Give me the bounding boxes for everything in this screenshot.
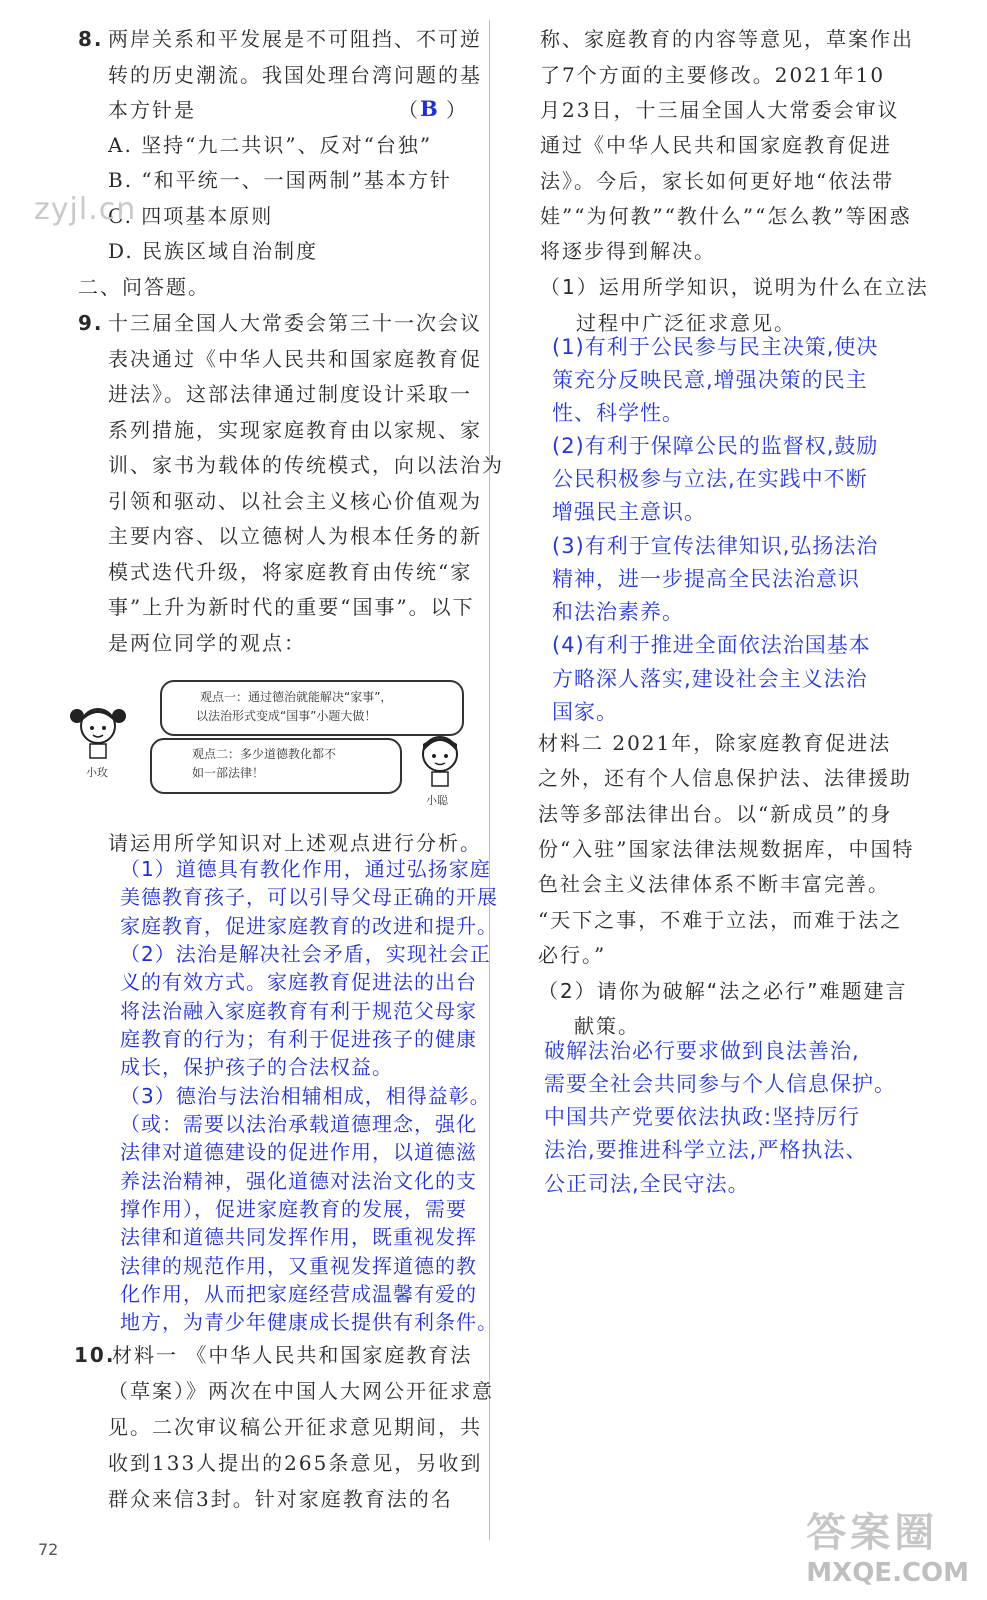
- q10-sub1-answer-line: 方略深人落实,建设社会主义法治: [552, 667, 868, 691]
- q10-sub1-answer-line: 策充分反映民意,增强决策的民主: [552, 368, 868, 392]
- boy-label: 小聪: [426, 794, 448, 807]
- q9-answer-line: 家庭教育，促进家庭教育的改进和提升。: [120, 914, 498, 938]
- q10-material-line: 法》。今后，家长如何更好地“依法带: [540, 169, 895, 193]
- q10-sub1-answer-line: 公民积极参与立法,在实践中不断: [552, 467, 868, 491]
- q10-number: 10.: [74, 1343, 116, 1367]
- q9-prompt: 请运用所学知识对上述观点进行分析。: [108, 831, 482, 855]
- q10-material-line: 称、家庭教育的内容等意见，草案作出: [540, 27, 914, 51]
- q9-stem-line: 系列措施，实现家庭教育由以家规、家: [108, 418, 482, 442]
- q9-answer-line: 义的有效方式。家庭教育促进法的出台: [120, 970, 477, 994]
- q10-material2-line: 之外，还有个人信息保护法、法律援助: [538, 766, 912, 790]
- q9-stem-line: 十三届全国人大常委会第三十一次会议: [108, 311, 482, 335]
- q10-sub2-prompt: （2）请你为破解“法之必行”难题建言: [538, 979, 908, 1003]
- q8-stem-line: 两岸关系和平发展是不可阻挡、不可逆: [108, 27, 482, 51]
- q10-material-line: 收到133人提出的265条意见，另收到: [108, 1451, 483, 1475]
- q10-material-line: 见。二次审议稿公开征求意见期间，共: [108, 1415, 482, 1439]
- q9-stem-line: 是两位同学的观点：: [108, 631, 306, 655]
- q10-sub2-answer-line: 需要全社会共同参与个人信息保护。: [544, 1072, 896, 1096]
- q9-answer-line: 化作用，从而把家庭经营成温馨有爱的: [120, 1282, 477, 1306]
- q10-sub2-prompt: 献策。: [574, 1014, 640, 1038]
- bubble-2-line: 观点二：多少道德教化都不: [192, 747, 337, 761]
- q8-answer-bracket-close: ）: [446, 98, 468, 122]
- q9-stem-line: 主要内容、以立德树人为根本任务的新: [108, 524, 482, 548]
- q8-stem-line: 本方针是: [108, 98, 196, 122]
- q9-answer-line: 养法治精神，强化道德对法治文化的支: [120, 1169, 477, 1193]
- q10-material-line: 通过《中华人民共和国家庭教育促进: [540, 133, 892, 157]
- q10-sub1-answer-line: (2)有利于保障公民的监督权,鼓励: [552, 434, 879, 458]
- q10-sub1-answer-line: 增强民主意识。: [552, 500, 706, 524]
- q10-sub1-prompt: 过程中广泛征求意见。: [576, 311, 796, 335]
- q8-option-b: B. “和平统一、一国两制”基本方针: [108, 168, 452, 192]
- watermark-logo: [806, 1501, 969, 1588]
- q10-material2-line: 必行。”: [538, 943, 607, 967]
- q9-answer-line: 成长，保护孩子的合法权益。: [120, 1055, 393, 1079]
- q10-sub1-answer-line: (3)有利于宣传法律知识,弘扬法治: [552, 534, 879, 558]
- q10-sub1-answer-line: (4)有利于推进全面依法治国基本: [552, 633, 871, 657]
- q9-answer-line: 撑作用），促进家庭教育的发展，需要: [120, 1197, 467, 1221]
- q9-answer-line: 庭教育的行为；有利于促进孩子的健康: [120, 1027, 477, 1051]
- q9-number: 9.: [78, 311, 104, 335]
- q9-stem-line: 进法》。这部法律通过制度设计采取一: [108, 382, 472, 406]
- q10-material2-line: 法等多部法律出台。以“新成员”的身: [538, 802, 893, 826]
- q10-sub1-prompt: （1）运用所学知识，说明为什么在立法: [540, 275, 929, 299]
- q8-option-a: A. 坚持“九二共识”、反对“台独”: [108, 133, 433, 157]
- q10-material-line: 月23日，十三届全国人大常委会审议: [540, 98, 900, 122]
- q9-answer-line: 法律的规范作用，又重视发挥道德的教: [120, 1254, 477, 1278]
- bubble-1-line: 以法治形式变成“国事”小题大做！: [196, 709, 377, 723]
- q10-sub1-answer-line: (1)有利于公民参与民主决策,使决: [552, 335, 879, 359]
- q10-sub1-answer-line: 性、科学性。: [552, 401, 684, 425]
- q9-answer-line: （2）法治是解决社会矛盾，实现社会正: [120, 942, 491, 966]
- q9-stem-line: 训、家书为载体的传统模式，向以法治为: [108, 453, 504, 477]
- q10-sub2-answer-line: 公正司法,全民守法。: [544, 1172, 750, 1196]
- q8-option-d: D. 民族区域自治制度: [108, 239, 319, 263]
- q8-answer: B: [420, 96, 440, 121]
- q8-option-c: C. 四项基本原则: [108, 204, 274, 228]
- girl-label: 小玫: [86, 766, 108, 779]
- watermark-logo-text: 答案圈: [806, 1510, 939, 1556]
- q10-material2-line: 份“入驻”国家法律法规数据库，中国特: [538, 837, 915, 861]
- q10-material2-line: 材料二 2021年，除家庭教育促进法: [538, 731, 892, 755]
- q9-answer-line: （3）德治与法治相辅相成，相得益彰。: [120, 1084, 491, 1108]
- q9-answer-line: （或：需要以法治承载道德理念，强化: [120, 1112, 477, 1136]
- q10-sub2-answer-line: 中国共产党要依法执政:坚持厉行: [544, 1105, 861, 1129]
- q10-sub2-answer-line: 破解法治必行要求做到良法善治,: [544, 1039, 860, 1063]
- q9-answer-line: 将法治融入家庭教育有利于规范父母家: [120, 999, 477, 1023]
- q9-stem-line: 引领和驱动、以社会主义核心价值观为: [108, 489, 482, 513]
- q8-number: 8.: [78, 27, 104, 51]
- bubble-1-line: 观点一：通过德治就能解决“家事”，: [200, 690, 393, 704]
- q9-answer-line: 地方，为青少年健康成长提供有利条件。: [120, 1310, 498, 1334]
- q9-answer-line: 法律对道德建设的促进作用，以道德滋: [120, 1140, 477, 1164]
- section-heading: 二、问答题。: [78, 275, 210, 299]
- q10-sub1-answer-line: 国家。: [552, 700, 618, 724]
- page-number: 72: [38, 1540, 59, 1559]
- bubble-2-line: 如一部法律！: [192, 766, 265, 780]
- q8-stem-line: 转的历史潮流。我国处理台湾问题的基: [108, 63, 482, 87]
- q9-stem-line: 模式迭代升级，将家庭教育由传统“家: [108, 560, 473, 584]
- q10-material-line: （草案）》两次在中国人大网公开征求意: [108, 1379, 494, 1403]
- q10-material-line: 材料一 《中华人民共和国家庭教育法: [112, 1343, 473, 1367]
- q9-stem-line: 表决通过《中华人民共和国家庭教育促: [108, 347, 482, 371]
- q10-sub2-answer-line: 法治,要推进科学立法,严格执法、: [544, 1138, 868, 1162]
- q9-answer-line: 美德教育孩子，可以引导父母正确的开展: [120, 885, 498, 909]
- q8-answer-bracket-open: （: [398, 98, 420, 122]
- watermark-site: zyjl.cn: [34, 192, 137, 227]
- q10-material2-line: 色社会主义法律体系不断丰富完善。: [538, 872, 890, 896]
- q10-sub1-answer-line: 和法治素养。: [552, 600, 684, 624]
- q9-answer-line: （1）道德具有教化作用，通过弘扬家庭: [120, 857, 491, 881]
- q10-material-line: 群众来信3封。针对家庭教育法的名: [108, 1487, 453, 1511]
- q10-material-line: 了7个方面的主要修改。2021年10: [540, 63, 886, 87]
- q9-stem-line: 事”上升为新时代的重要“国事”。以下: [108, 595, 475, 619]
- q10-material2-line: “天下之事，不难于立法，而难于法之: [538, 908, 903, 932]
- q9-answer-line: 法律和道德共同发挥作用，既重视发挥: [120, 1225, 477, 1249]
- q10-sub1-answer-line: 精神，进一步提高全民法治意识: [552, 567, 860, 591]
- q10-material-line: 将逐步得到解决。: [540, 239, 716, 263]
- watermark-logo-domain: MXQE.COM: [806, 1558, 969, 1588]
- q10-material-line: 娃”“为何教”“教什么”“怎么教”等困惑: [540, 204, 912, 228]
